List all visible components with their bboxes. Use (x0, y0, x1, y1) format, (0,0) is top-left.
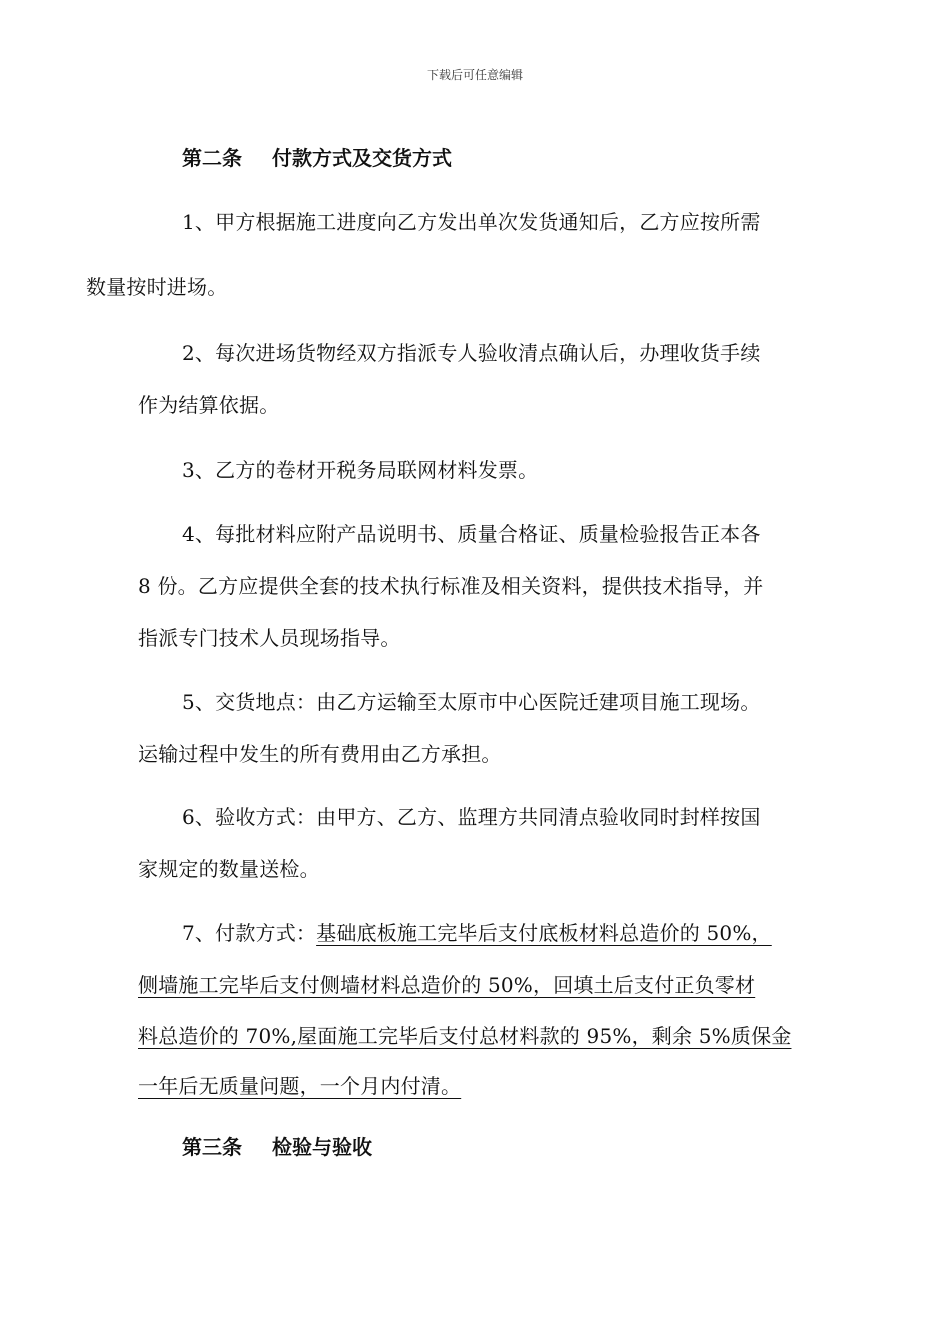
item-7-line-2: 侧墙施工完毕后支付侧墙材料总造价的 50%，回填土后支付正负零材 (138, 973, 756, 997)
item-7-line-1 (182, 917, 772, 946)
section-heading-2 (182, 142, 452, 171)
item-3-line-1: 3、乙方的卷材开税务局联网材料发票。 (182, 458, 539, 482)
article-number: 第三条 (182, 1135, 242, 1159)
article-title: 检验与验收 (272, 1135, 372, 1159)
item-7-underlined-text: 基础底板施工完毕后支付底板材料总造价的 50%， (316, 921, 772, 945)
item-6-line-1: 6、验收方式：由甲方、乙方、监理方共同清点验收同时封样按国 (182, 805, 761, 829)
item-1-line-1: 1、甲方根据施工进度向乙方发出单次发货通知后，乙方应按所需 (182, 210, 761, 234)
header-note: 下载后可任意编辑 (426, 68, 523, 82)
item-7-line-3: 料总造价的 70%,屋面施工完毕后支付总材料款的 95%，剩余 5%质保金 (138, 1024, 792, 1048)
item-7-line-4: 一年后无质量问题，一个月内付清。 (138, 1074, 462, 1098)
item-6-line-2: 家规定的数量送检。 (138, 857, 320, 881)
item-1-line-2: 数量按时进场。 (86, 275, 228, 299)
item-4-line-2: 8 份。乙方应提供全套的技术执行标准及相关资料，提供技术指导，并 (138, 574, 764, 598)
section-heading-3 (182, 1131, 372, 1160)
item-5-line-1: 5、交货地点：由乙方运输至太原市中心医院迁建项目施工现场。 (182, 690, 761, 714)
item-4-line-3: 指派专门技术人员现场指导。 (138, 626, 401, 650)
item-2-line-2: 作为结算依据。 (138, 393, 280, 417)
item-7-prefix: 7、付款方式： (182, 921, 317, 945)
article-number: 第二条 (182, 146, 242, 170)
item-2-line-1: 2、每次进场货物经双方指派专人验收清点确认后，办理收货手续 (182, 341, 761, 365)
article-title: 付款方式及交货方式 (272, 146, 452, 170)
item-5-line-2: 运输过程中发生的所有费用由乙方承担。 (138, 742, 502, 766)
item-4-line-1: 4、每批材料应附产品说明书、质量合格证、质量检验报告正本各 (182, 522, 761, 546)
